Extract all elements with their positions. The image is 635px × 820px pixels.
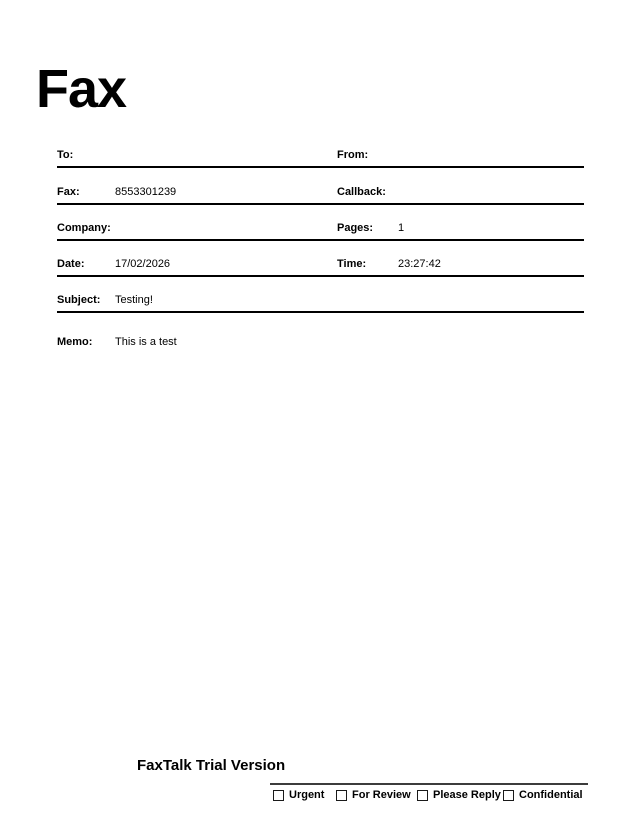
urgent-checkbox-group (273, 789, 324, 801)
urgent-checkbox[interactable] (273, 790, 284, 801)
pages-label: Pages: (337, 222, 374, 234)
time-label: Time: (337, 258, 367, 270)
confidential-checkbox-label: Confidential (519, 789, 583, 801)
field-row-memo (57, 335, 584, 353)
date-value: 17/02/2026 (115, 258, 171, 270)
field-row-to-from (57, 148, 584, 168)
footer-divider (270, 783, 588, 785)
memo-label: Memo: (57, 336, 93, 348)
page-title: Fax (36, 59, 127, 119)
subject-label: Subject: (57, 294, 101, 306)
to-label: To: (57, 149, 74, 161)
for-review-checkbox-label: For Review (352, 789, 411, 801)
field-row-subject (57, 293, 584, 313)
confidential-checkbox-group (503, 789, 583, 801)
please-reply-checkbox-label: Please Reply (433, 789, 501, 801)
callback-label: Callback: (337, 186, 386, 198)
field-row-company-pages (57, 221, 584, 241)
memo-value: This is a test (115, 336, 177, 348)
pages-value: 1 (398, 222, 405, 234)
field-row-fax-callback (57, 185, 584, 205)
for-review-checkbox-group (336, 789, 411, 801)
urgent-checkbox-label: Urgent (289, 789, 325, 801)
date-label: Date: (57, 258, 85, 270)
confidential-checkbox[interactable] (503, 790, 514, 801)
faxtalk-trial-version-text: FaxTalk Trial Version (137, 757, 286, 774)
subject-value: Testing! (115, 294, 153, 306)
please-reply-checkbox[interactable] (417, 790, 428, 801)
fax-label: Fax: (57, 186, 80, 198)
field-row-date-time (57, 257, 584, 277)
from-label: From: (337, 149, 369, 161)
time-value: 23:27:42 (398, 258, 441, 270)
please-reply-checkbox-group (417, 789, 501, 801)
for-review-checkbox[interactable] (336, 790, 347, 801)
company-label: Company: (57, 222, 111, 234)
fax-value: 8553301239 (115, 186, 177, 198)
